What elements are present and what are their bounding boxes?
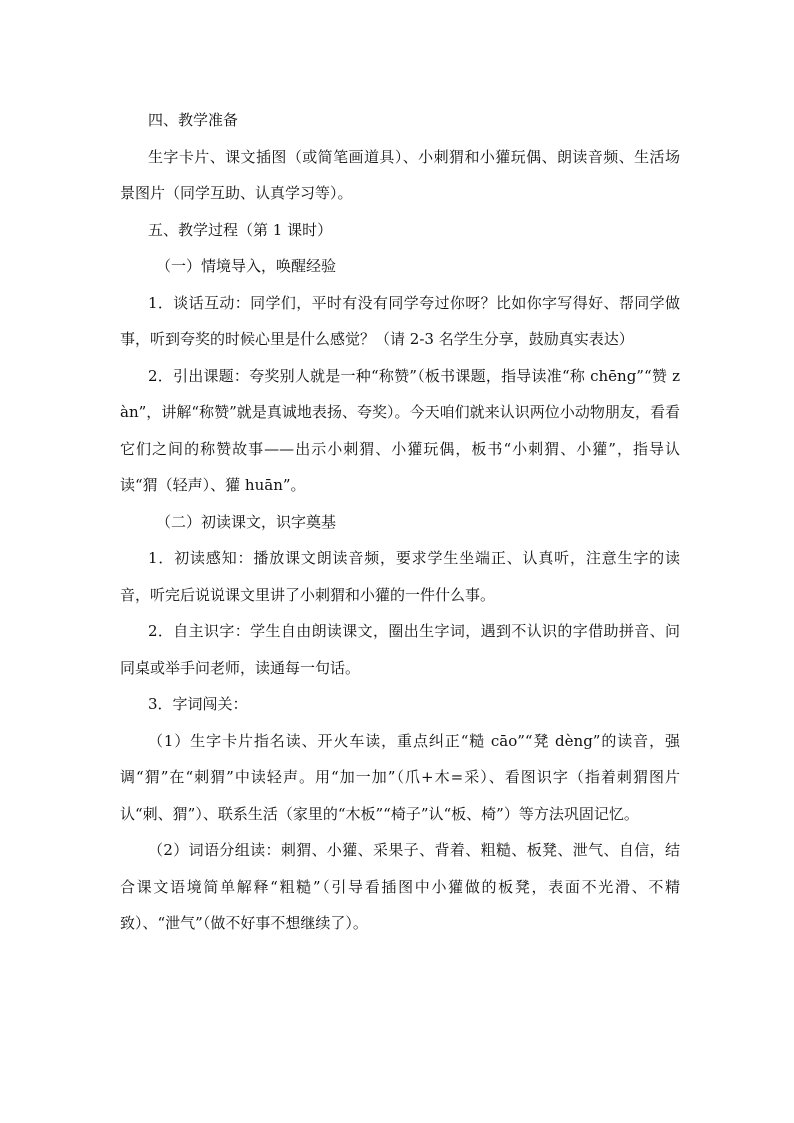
section4-body: 生字卡片、课文插图（或简笔画道具）、小刺猬和小獾玩偶、朗读音频、生活场景图片（同学互助、认真学习等）。 xyxy=(120,147,680,202)
part1-title: （一）情境导入，唤醒经验 xyxy=(156,257,337,275)
document-body xyxy=(120,102,680,942)
part2-item3-sub2: （2）词语分组读：刺猬、小獾、采果子、背着、粗糙、板凳、泄气、自信，结合课文语境简单解释“粗糙”（引导看插图中小獾做的板凳，表面不光滑、不精致）、“泄气”（做不好事不想继续了）。 xyxy=(120,841,680,932)
section5-title: 五、教学过程（第 1 课时） xyxy=(148,220,333,239)
part2-item2: 2．自主识字：学生自由朗读课文，圈出生字词，遇到不认识的字借助拼音、问同桌或举手问老师，读通每一句话。 xyxy=(120,622,680,677)
section4-title: 四、教学准备 xyxy=(148,111,239,129)
part1-item1: 1．谈话互动：同学们，平时有没有同学夸过你呀？比如你字写得好、帮同学做事，听到夸奖的时候心里是什么感觉？（请 2-3 名学生分享，鼓励真实表达） xyxy=(120,293,680,348)
part2-item3-sub1: （1）生字卡片指名读、开火车读，重点纠正“糙 cāo”“凳 dèng”的读音，强调“猬”在“刺猬”中读轻声。用“加一加”（爪+木=采）、看图识字（指着刺猬图片认“刺、猬”）、联系生活（家里的“木板”“椅子”认“板、椅”）等方法巩固记忆。 xyxy=(120,731,680,823)
part2-title: （二）初读课文，识字奠基 xyxy=(156,512,337,531)
part1-item2: 2．引出课题：夸奖别人就是一种“称赞”（板书课题，指导读准“称 chēng”“赞 zàn”，讲解“称赞”就是真诚地表扬、夸奖）。今天咱们就来认识两位小动物朋友，看看它们之间的称赞故事——出示小刺猬、小獾玩偶，板书“小刺猬、小獾”，指导认读“猬（轻声）、獾 huān”。 xyxy=(120,366,680,494)
part2-item3: 3．字词闯关： xyxy=(148,695,248,713)
part2-item1: 1．初读感知：播放课文朗读音频，要求学生坐端正、认真听，注意生字的读音，听完后说说课文里讲了小刺猬和小獾的一件什么事。 xyxy=(120,549,680,604)
